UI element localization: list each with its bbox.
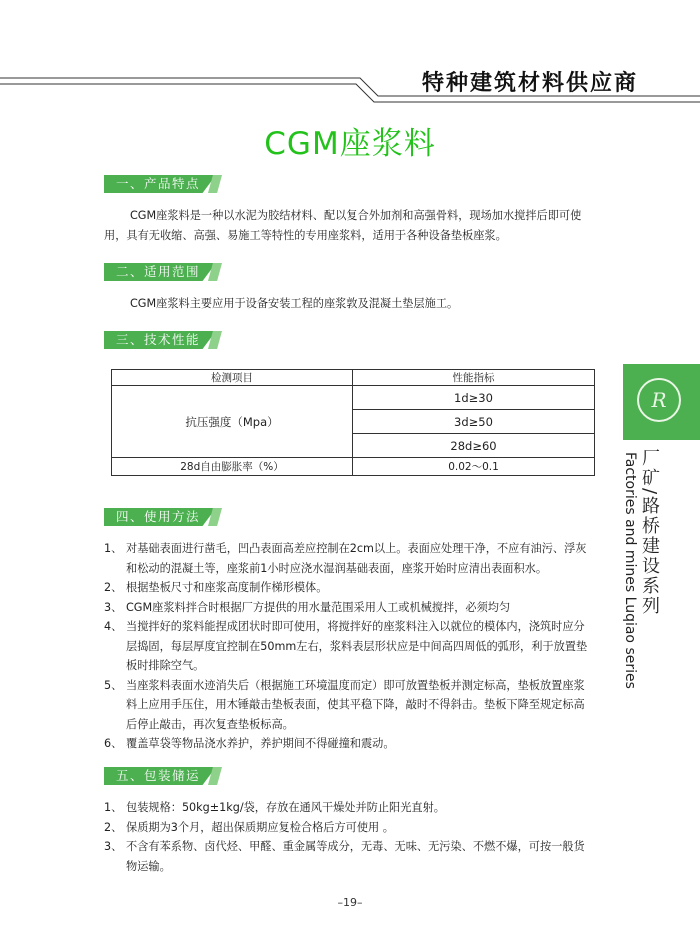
brand-logo-icon: R (637, 378, 681, 422)
vertical-series-title-en: Factories and mines Luqiao series (622, 452, 638, 689)
header-title: 特种建筑材料供应商 (421, 71, 638, 96)
features-line-2: 用，具有无收缩、高强、易施工等特性的专用座浆料，适用于各种设备垫板座浆。 (104, 229, 507, 242)
list-item: 2、 保质期为3个月，超出保质期应复检合格后方可使用 。 (104, 820, 394, 834)
list-item: 3、 CGM座浆料拌合时根据厂方提供的用水量范围采用人工或机械搅拌，必须均匀 (104, 600, 511, 614)
features-paragraph (104, 206, 600, 246)
vertical-series-title-cn: 厂矿/路桥建设系列 (639, 448, 660, 617)
page-number: –19– (337, 896, 363, 909)
table-header-value: 性能指标 (353, 370, 595, 386)
table-cell-strength-label: 抗压强度（Mpa） (112, 386, 353, 458)
features-line-1: CGM座浆料是一种以水泥为胶结材料、配以复合外加剂和高强骨料，现场加水搅拌后即可使 (130, 209, 582, 222)
packaging-list (104, 798, 600, 876)
page-title: CGM座浆料 (264, 126, 436, 162)
table-cell-value: 28d≥60 (353, 434, 595, 458)
section-heading-label: 五、包装储运 (116, 768, 201, 783)
table-cell-expansion-value: 0.02～0.1 (353, 458, 595, 476)
table-cell-expansion-label: 28d自由膨胀率（%） (112, 458, 353, 476)
section-heading-scope (104, 263, 240, 281)
list-item: 3、 不含有苯系物、卤代烃、甲醛、重金属等成分，无毒、无味、无污染、不燃不爆，可按一般货 物运输。 (104, 840, 585, 873)
list-item: 4、 当搅拌好的浆料能捏成团状时即可使用，将搅拌好的座浆料注入以就位的模体内，浇筑时应分 层捣固，每层厚度宜控制在50mm左右，浆料表层形状应是中间高四周低的弧形，利于放置垫 板时排除空气。 (104, 620, 588, 672)
table-header-item: 检测项目 (112, 370, 353, 386)
section-heading-label: 四、使用方法 (116, 509, 201, 524)
scope-paragraph: CGM座浆料主要应用于设备安装工程的座浆敦及混凝土垫层施工。 (130, 297, 459, 310)
usage-list (104, 539, 600, 754)
list-item: 1、 包装规格：50kg±1kg/袋，存放在通风干燥处并防止阳光直射。 (104, 801, 445, 814)
section-heading-label: 一、产品特点 (116, 176, 201, 191)
list-item: 1、 对基础表面进行凿毛，凹凸表面高差应控制在2cm以上。表面应处理干净，不应有油污、浮灰 和松动的混凝土等，座浆前1小时应浇水湿润基础表面，座浆开始时应清出表面积水。 (104, 542, 587, 575)
side-tab (623, 364, 700, 440)
performance-table (111, 369, 595, 476)
section-heading-features (104, 175, 240, 193)
list-item: 6、 覆盖草袋等物品浇水养护，养护期间不得碰撞和震动。 (104, 737, 395, 750)
table-cell-value: 1d≥30 (353, 386, 595, 410)
list-item: 2、 根据垫板尺寸和座浆高度制作梯形模体。 (104, 581, 328, 594)
section-heading-label: 二、适用范围 (116, 264, 201, 279)
section-heading-performance (104, 331, 240, 349)
section-heading-label: 三、技术性能 (116, 332, 201, 347)
section-heading-usage (104, 508, 240, 526)
section-heading-packaging (104, 767, 240, 785)
page-header (0, 0, 700, 110)
table-cell-value: 3d≥50 (353, 410, 595, 434)
list-item: 5、 当座浆料表面水迹消失后（根据施工环境温度而定）即可放置垫板并测定标高，垫板放置座浆 料上应用手压住，用木锤敲击垫板表面，使其平稳下降，敲时不得斜击。垫板下降至规定标高 后停止敲击，再次复查垫板标高。 (104, 678, 585, 731)
